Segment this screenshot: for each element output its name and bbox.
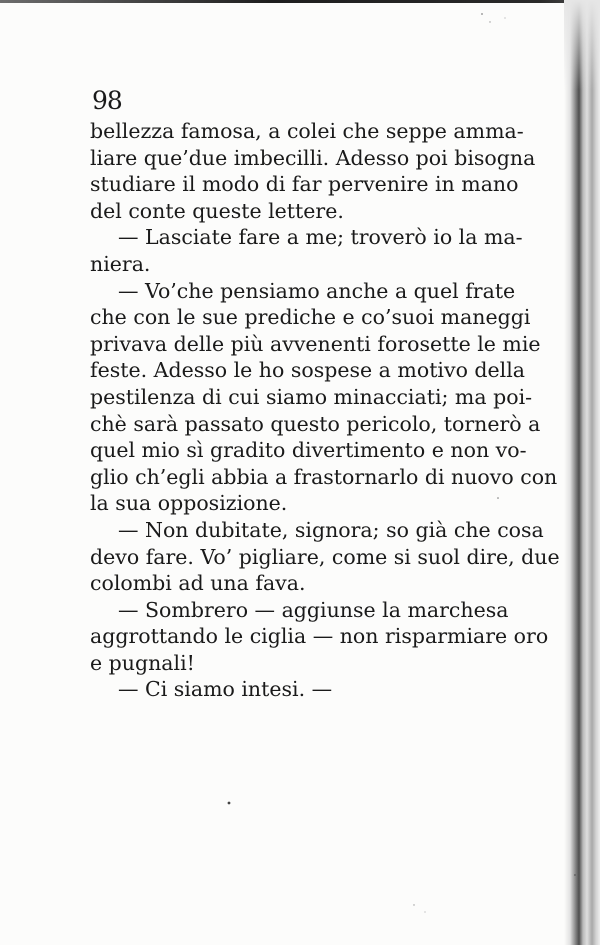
text-line: aggrottando le ciglia — non risparmiare oro	[90, 624, 549, 649]
body-text	[90, 118, 560, 703]
text-line: niera.	[90, 251, 151, 276]
text-line: bellezza famosa, a colei che seppe amma-	[90, 119, 524, 143]
text-line: — Non dubitate, signora; so già che cosa	[118, 517, 544, 542]
text-line: liare que’due imbecilli. Adesso poi bisogna	[90, 145, 536, 170]
text-line: — Sombrero — aggiunse la marchesa	[118, 597, 509, 622]
text-line: chè sarà passato questo pericolo, tornerò a	[90, 411, 541, 436]
text-line: che con le sue prediche e co’suoi maneggi	[90, 305, 531, 330]
page-number: 98	[92, 86, 122, 115]
text-line: glio ch’egli abbia a frastornarlo di nuovo con	[90, 464, 558, 489]
text-line: colombi ad una fava.	[90, 571, 306, 596]
text-line: feste. Adesso le ho sospese a motivo della	[90, 358, 526, 383]
text-line: privava delle più avvenenti forosette le mie	[90, 331, 541, 356]
text-line: devo fare. Vo’ pigliare, come si suol dire, due	[90, 544, 560, 569]
text-line: — Lasciate fare a me; troverò io la ma-	[118, 225, 523, 250]
text-line: — Ci siamo intesi. —	[118, 677, 333, 702]
page-text-block	[90, 84, 560, 703]
text-line: studiare il modo di far pervenire in mano	[90, 172, 519, 197]
text-line: pestilenza di cui siamo minacciati; ma poi-	[90, 384, 533, 409]
text-line: del conte queste lettere.	[90, 198, 344, 223]
text-line: la sua opposizione.	[90, 491, 288, 516]
text-line: e pugnali!	[90, 650, 195, 675]
text-line: quel mio sì gradito divertimento e non vo-	[90, 438, 527, 463]
text-line: — Vo’che pensiamo anche a quel frate	[118, 278, 516, 303]
